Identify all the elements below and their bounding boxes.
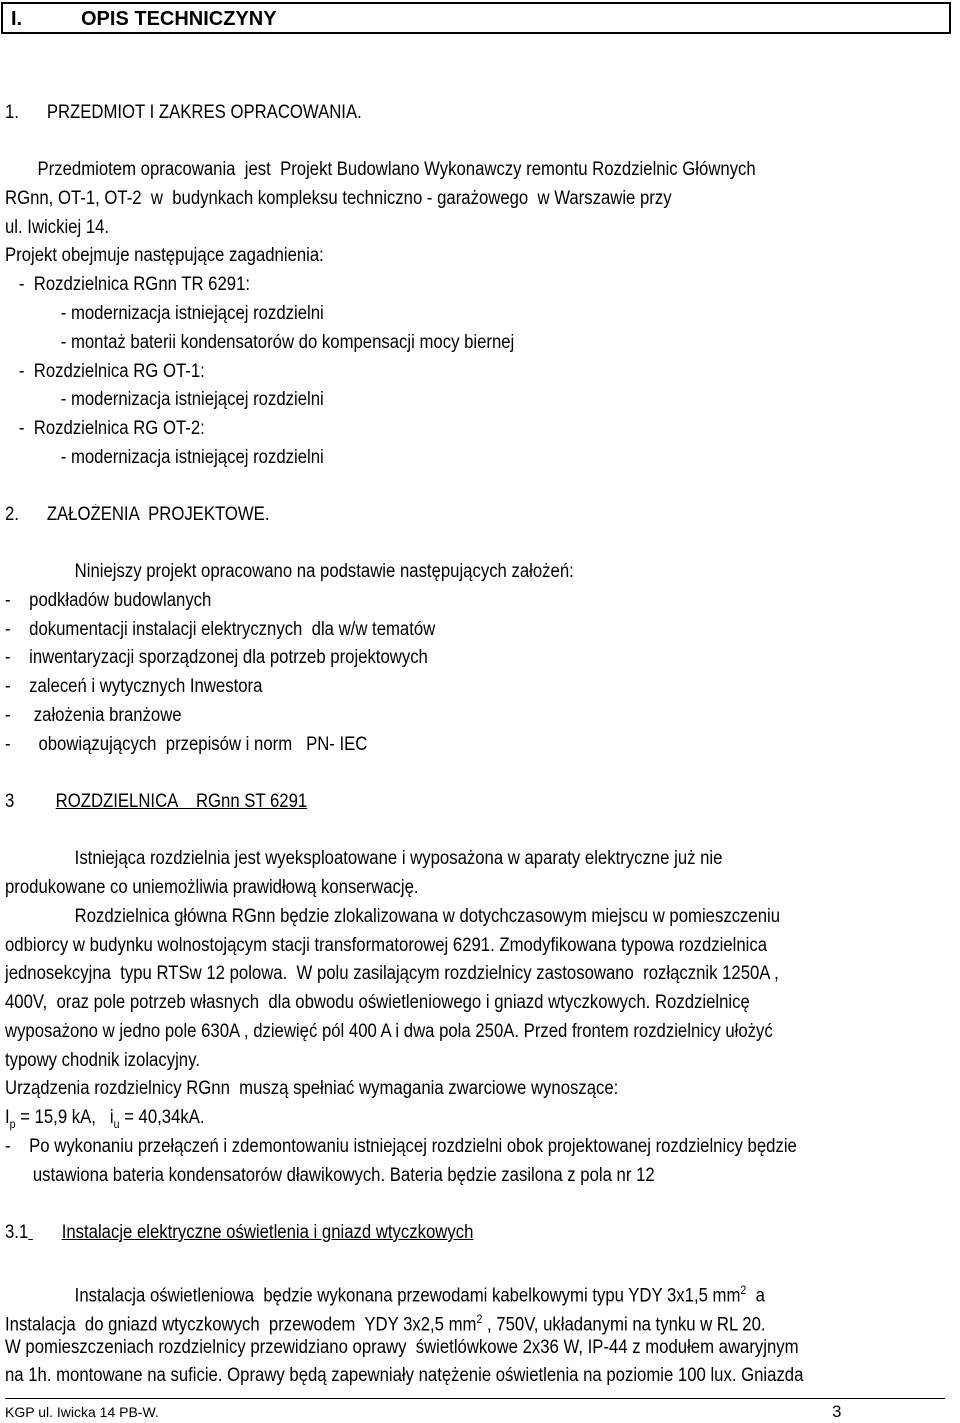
section-3-para-line: jednosekcyjna typu RTSw 12 polowa. W polu zasilającym rozdzielnicy zastosowano rozłącznik 1250A , [5, 963, 779, 984]
section-3-para-line: Urządzenia rozdzielnicy RGnn muszą spełniać wymagania zwarciowe wynoszące: [5, 1078, 619, 1099]
section-3-title: ROZDZIELNICA RGnn ST 6291 [55, 791, 308, 812]
section-3-para-line: Istniejąca rozdzielnia jest wyeksploatowane i wyposażona w aparaty elektryczne już nie [5, 848, 723, 869]
section-1-para-line: RGnn, OT-1, OT-2 w budynkach kompleksu techniczno - garażowego w Warszawie przy [5, 188, 672, 209]
assumption-item: - zaleceń i wytycznych Inwestora [5, 676, 263, 697]
section-3-1-line: Instalacja do gniazd wtyczkowych przewodem YDY 3x2,5 $mm^2$ , 750V, układanymi na tynku w RL 20. [5, 1312, 766, 1336]
scope-item: - Rozdzielnica RG OT-2: [5, 418, 205, 439]
section-3-1-heading [5, 1221, 537, 1245]
section-3-bullet-line: ustawiona bateria kondensatorów dławikowych. Bateria będzie zasilona z pola nr 12 [5, 1165, 655, 1186]
section-3-1-line: W pomieszczeniach rozdzielnicy przewidziano oprawy świetlówkowe 2x36 W, IP-44 z modułem awaryjnym [5, 1337, 799, 1358]
chapter-number: I. [11, 8, 23, 30]
section-1-heading: 1. PRZEDMIOT I ZAKRES OPRACOWANIA. [5, 102, 362, 123]
section-3-para-line: odbiorcy w budynku wolnostojącym stacji transformatorowej 6291. Zmodyfikowana typowa rozdzielnica [5, 935, 768, 956]
scope-intro: Projekt obejmuje następujące zagadnienia: [5, 245, 324, 266]
section-3-1-line: Instalacja oświetleniowa będzie wykonana przewodami kabelkowymi typu YDY 3x1,5 $mm^2$ a [5, 1283, 765, 1307]
section-3-1-line: na 1h. montowane na suficie. Oprawy będą zapewniały natężenie oświetlenia na poziomie 100 lux. Gniazda [5, 1365, 804, 1386]
chapter-header [1, 2, 951, 34]
section-3-para-line: Rozdzielnica główna RGnn będzie zlokalizowana w dotychczasowym miejscu w pomieszczeniu [5, 906, 781, 927]
assumption-item: - dokumentacji instalacji elektrycznych dla w/w tematów [5, 619, 436, 640]
section-3-bullet-line: - Po wykonaniu przełączeń i zdemontowaniu istniejącej rozdzielni obok projektowanej rozdzielnicy będzie [5, 1136, 797, 1157]
section-3-number: 3 [5, 791, 15, 812]
section-1-para-line: ul. Iwickiej 14. [5, 217, 110, 238]
section-3-para-line: wyposażono w jedno pole 630A , dziewięć pól 400 A i dwa pola 250A. Przed frontem rozdzielnicy ułożyć [5, 1021, 773, 1042]
assumption-item: - podkładów budowlanych [5, 590, 212, 611]
scope-item: - montaż baterii kondensatorów do kompensacji mocy biernej [5, 332, 515, 353]
section-3-1-title: Instalacje elektryczne oświetlenia i gniazd wtyczkowych [61, 1222, 474, 1243]
section-2-heading: 2. ZAŁOŻENIA PROJEKTOWE. [5, 504, 270, 525]
scope-item: - modernizacja istniejącej rozdzielni [5, 303, 324, 324]
section-2-intro: Niniejszy projekt opracowano na podstawie następujących założeń: [5, 561, 574, 582]
scope-item: - modernizacja istniejącej rozdzielni [5, 447, 324, 468]
footer-reference: KGP ul. Iwicka 14 PB-W. [5, 1404, 159, 1420]
section-3-1-number: 3.1 [5, 1222, 29, 1243]
chapter-title: OPIS TECHNICZYNY [81, 8, 277, 30]
short-circuit-values: $I_p = 15,9$ kA, $i_u = 40,34kA$. [5, 1107, 205, 1131]
section-3-para-line: produkowane co uniemożliwia prawidłową konserwację. [5, 877, 419, 898]
section-3-para-line: typowy chodnik izolacyjny. [5, 1050, 200, 1071]
scope-item: - modernizacja istniejącej rozdzielni [5, 389, 324, 410]
section-1-para-line: Przedmiotem opracowania jest Projekt Budowlano Wykonawczy remontu Rozdzielnic Głównych [5, 159, 756, 180]
scope-item: - Rozdzielnica RG OT-1: [5, 361, 205, 382]
assumption-item: - inwentaryzacji sporządzonej dla potrzeb projektowych [5, 647, 428, 668]
section-3-heading [5, 790, 348, 814]
page-number: 3 [832, 1402, 842, 1421]
scope-item: - Rozdzielnica RGnn TR 6291: [5, 274, 251, 295]
assumption-item: - obowiązujących przepisów i norm PN- IEC [5, 734, 368, 755]
assumption-item: - założenia branżowe [5, 705, 182, 726]
section-3-para-line: 400V, oraz pole potrzeb własnych dla obwodu oświetleniowego i gniazd wtyczkowych. Rozdzielnicę [5, 992, 750, 1013]
footer-rule [5, 1398, 945, 1399]
